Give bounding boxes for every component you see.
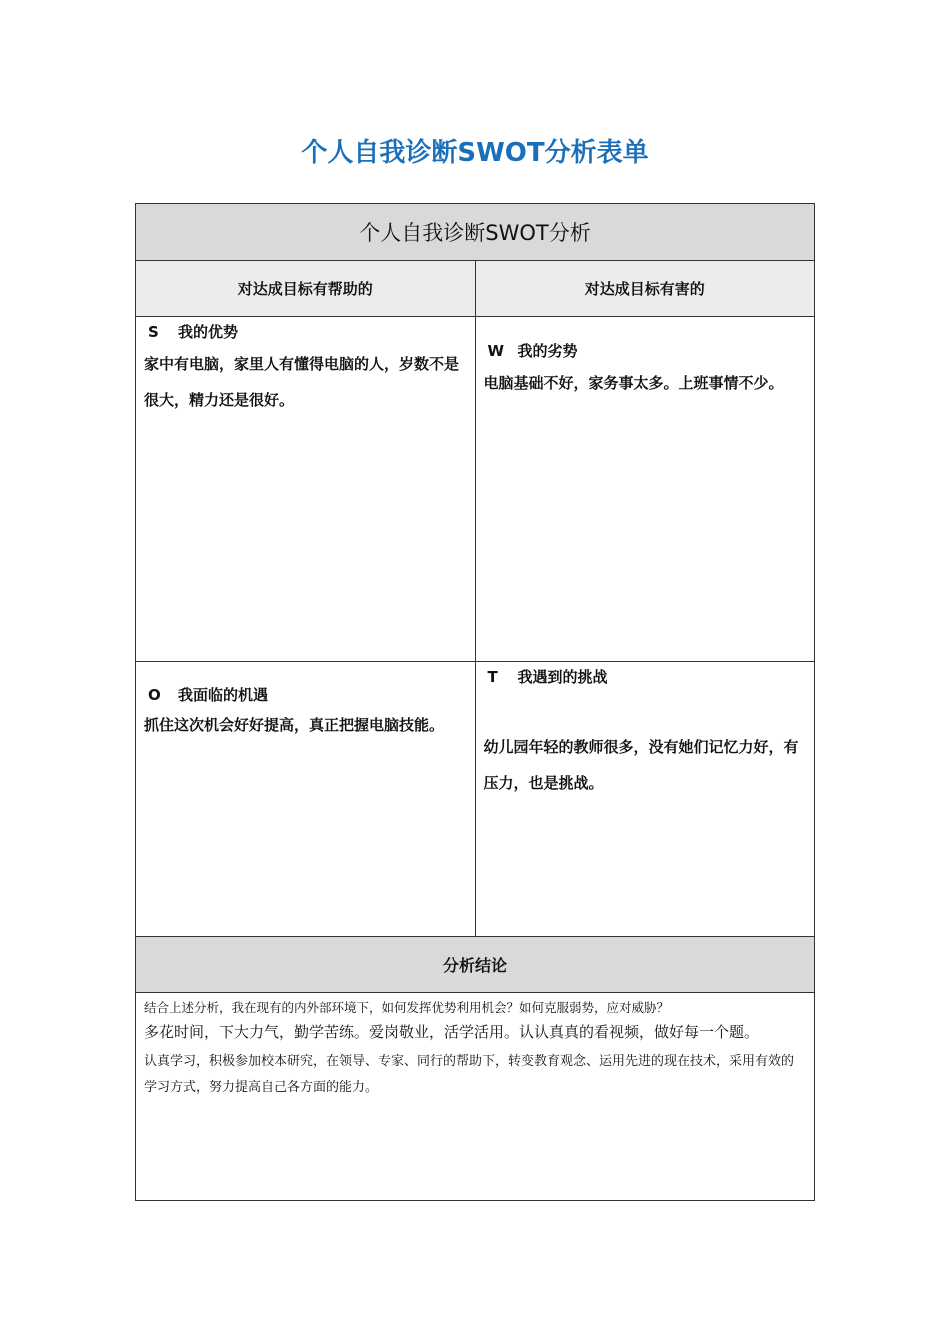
swot-table — [135, 203, 815, 1201]
sw-row — [136, 317, 815, 662]
strengths-text: 家中有电脑，家里人有懂得电脑的人，岁数不是很大，精力还是很好。 — [144, 355, 460, 409]
page-title: 个人自我诊断SWOT分析表单 — [301, 138, 649, 168]
weaknesses-title — [476, 340, 815, 361]
conclusion-header: 分析结论 — [136, 937, 815, 993]
threats-cell — [475, 662, 815, 937]
ot-row — [136, 662, 815, 937]
conclusion-plan: 认真学习，积极参加校本研究，在领导、专家、同行的帮助下，转变教育观念、运用先进的现在技术，采用有效的学习方式，努力提高自己各方面的能力。 — [144, 1054, 795, 1095]
opportunities-cell — [136, 662, 476, 937]
table-header-row — [136, 204, 815, 261]
strengths-title-text: 我的优势 — [178, 323, 239, 341]
helpful-header: 对达成目标有帮助的 — [136, 261, 476, 317]
threats-title — [476, 666, 815, 687]
conclusion-row — [136, 993, 815, 1201]
harmful-header: 对达成目标有害的 — [475, 261, 815, 317]
threats-letter: T — [487, 668, 498, 686]
table-header: 个人自我诊断SWOT分析 — [136, 204, 815, 261]
column-header-row — [136, 261, 815, 317]
strengths-cell — [136, 317, 476, 662]
weaknesses-cell — [475, 317, 815, 662]
threats-text: 幼儿园年轻的教师很多，没有她们记忆力好，有压力，也是挑战。 — [483, 738, 799, 792]
strengths-letter: S — [148, 323, 159, 341]
conclusion-question: 结合上述分析，我在现有的内外部环境下，如何发挥优势利用机会？如何克服弱势，应对威胁？ — [144, 1000, 670, 1015]
opportunities-text: 抓住这次机会好好提高，真正把握电脑技能。 — [144, 716, 445, 734]
conclusion-cell — [136, 993, 815, 1201]
conclusion-header-row — [136, 937, 815, 993]
threats-title-text: 我遇到的挑战 — [517, 668, 608, 686]
conclusion-answer: 多花时间，下大力气，勤学苦练。爱岗敬业，活学活用。认认真真的看视频，做好每一个题。 — [144, 1023, 760, 1041]
weaknesses-title-text: 我的劣势 — [517, 342, 578, 360]
weaknesses-text: 电脑基础不好，家务事太多。上班事情不少。 — [483, 374, 784, 392]
opportunities-title — [136, 684, 475, 705]
opportunities-title-text: 我面临的机遇 — [178, 686, 269, 704]
opportunities-letter: O — [148, 686, 161, 704]
weaknesses-letter: W — [487, 342, 505, 360]
strengths-title — [136, 321, 475, 342]
